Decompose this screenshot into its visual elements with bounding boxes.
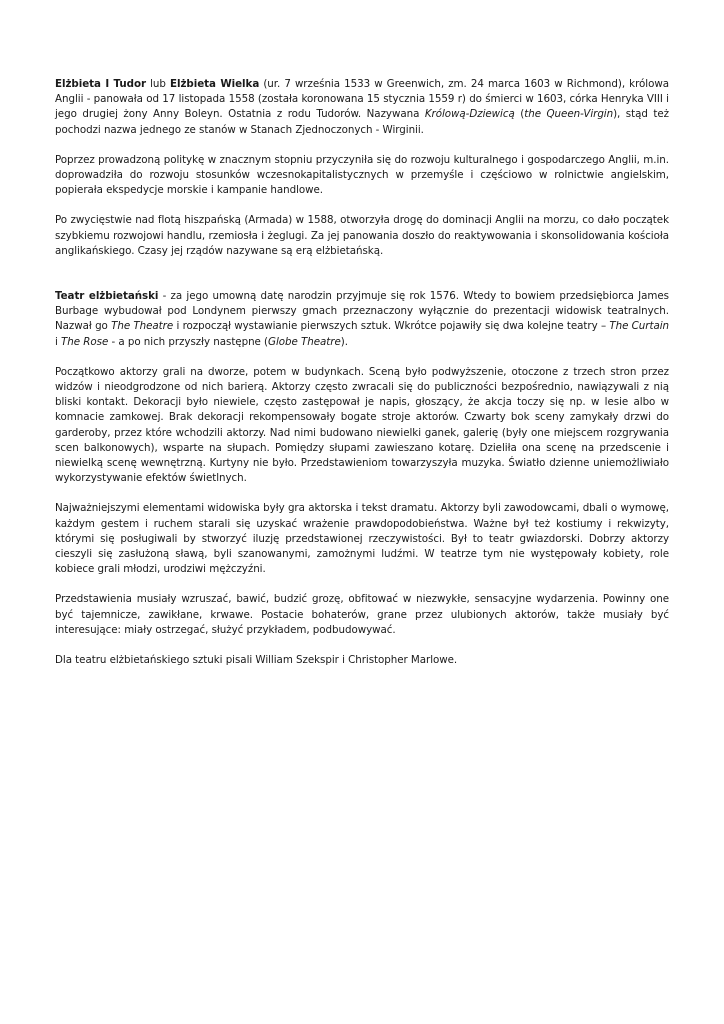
italic-virgin-queen-en: the Queen-Virgin (524, 108, 614, 121)
text-span: i rozpoczął wystawianie pierwszych sztuk. Wkrótce pojawiły się dwa kolejne teatry – (173, 320, 610, 333)
text-span: ). (340, 335, 348, 348)
text-span: (ur. 7 września 1533 w Greenwich, zm. 24 marca 1603 w Richmond), królowa Anglii - panowała od 17 listopada 1558 (została koronowana 15 stycznia 1559 r) do śmierci w 1603, córka Henryka VIII i jego drugiej żony Anny Boleyn. Ostatnia z rodu Tudorów. Nazywana (55, 78, 669, 121)
document-body (55, 77, 669, 668)
name-elizabeth-tudor: Elżbieta I Tudor (55, 78, 147, 90)
paragraph-acting: Najważniejszymi elementami widowiska były gra aktorska i tekst dramatu. Aktorzy byli zawodowcami, dbali o wymowę, każdym gestem i ruchem starali się uzyskać wrażenie prawdopodobieństwa. Ważne był też kostiumy i rekwizyty, którymi się posługiwali by stworzyć iluzję przedstawionej rzeczywistości. Był to teatr gwiazdorski. Dobrzy aktorzy cieszyli się zasłużoną sławą, byli szanowanymi, zamożnymi ludźmi. W teatrze tym nie występowały kobiety, role kobiece grali młodzi, urodziwi mężczyźni. (55, 502, 669, 576)
paragraph-elizabeth-intro (55, 77, 669, 138)
name-elizabeth-great: Elżbieta Wielka (170, 78, 260, 90)
italic-globe-theatre: Globe Theatre (268, 335, 341, 348)
text-span: ( (514, 108, 525, 121)
italic-the-curtain: The Curtain (609, 320, 669, 333)
paragraph-stage: Początkowo aktorzy grali na dworze, potem w budynkach. Sceną było podwyższenie, otoczone z trzech stron przez widzów i nieodgrodzone od nich barierą. Aktorzy często zwracali się do publiczności bezpośrednio, nawiązywali z nią bliski kontakt. Dekoracji było niewiele, często zastępował je napis, głoszący, że akcja toczy się np. w lesie albo w komnacie zamkowej. Brak dekoracji rekompensowały bogate stroje aktorów. Czwarty bok sceny zamykały drzwi do garderoby, przez które wchodzili aktorzy. Nad nimi budowano niewielki ganek, galerię (były one miejscem rozgrywania scen balkonowych), wsparte na słupach. Pomiędzy słupami zawieszano kotarę. Dzieliła ona scenę na przedscenie i niewielką scenę wewnętrzną. Kurtyny nie było. Przedstawieniom towarzyszyła muzyka. Światło dzienne uniemożliwiało wykorzystywanie efektów świetlnych. (55, 365, 669, 485)
text-span: - a po nich przyszły następne ( (108, 335, 269, 348)
text-span: ), stąd też pochodzi nazwa jednego ze stanów w Stanach Zjednoczonych - Wirginii. (55, 108, 669, 136)
paragraph-performances: Przedstawienia musiały wzruszać, bawić, budzić grozę, obfitować w niezwykłe, sensacyjne wydarzenia. Powinny one być tajemnicze, zawikłane, krwawe. Postacie bohaterów, grane przez ulubionych aktorów, także musiały być interesujące: miały ostrzegać, służyć przykładem, podbudowywać. (55, 593, 669, 636)
paragraph-theatre-intro (55, 289, 669, 350)
italic-the-rose: The Rose (61, 335, 109, 348)
text-span: i (55, 335, 62, 348)
text-span: lub (146, 78, 170, 90)
italic-virgin-queen-pl: Królową-Dziewicą (424, 108, 515, 121)
text-span: - za jego umowną datę narodzin przyjmuje się rok 1576. Wtedy to bowiem przedsiębiorca James Burbage wybudował pod Londynem pierwszy gmach przeznaczony wyłącznie do prezentacji widowisk teatralnych. Nazwał go (55, 290, 669, 333)
italic-the-theatre: The Theatre (111, 320, 174, 333)
paragraph-playwrights: Dla teatru elżbietańskiego sztuki pisali William Szekspir i Christopher Marlowe. (55, 654, 458, 667)
paragraph-armada: Po zwycięstwie nad flotą hiszpańską (Armada) w 1588, otworzyła drogę do dominacji Anglii na morzu, co dało początek szybkiemu rozwojowi handlu, rzemiosła i żeglugi. Za jej panowania doszło do reaktywowania i skonsolidowania kościoła anglikańskiego. Czasy jej rządów nazywane są erą elżbietańską. (55, 214, 669, 257)
paragraph-policy: Poprzez prowadzoną politykę w znacznym stopniu przyczyniła się do rozwoju kulturalnego i gospodarczego Anglii, m.in. doprowadziła do rozwoju stosunków wczesnokapitalistycznych w przemyśle i częściowo w rolnictwie angielskim, popierała ekspedycje morskie i kampanie handlowe. (55, 153, 669, 197)
term-elizabethan-theatre: Teatr elżbietański (55, 290, 159, 303)
